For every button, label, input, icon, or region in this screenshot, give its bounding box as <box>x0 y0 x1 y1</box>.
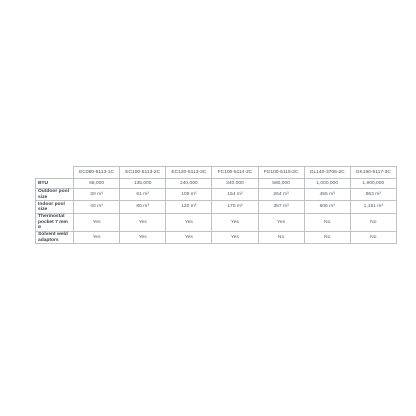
table-cell: Yes <box>212 214 258 232</box>
table-cell: No <box>258 232 304 244</box>
table-cell: Yes <box>120 214 166 232</box>
table-row-outdoor-pool-size <box>36 189 397 201</box>
table-cell: No <box>304 214 350 232</box>
spec-table <box>35 166 397 244</box>
table-cell: Yes <box>120 232 166 244</box>
table-cell: Yes <box>166 232 212 244</box>
row-label: Indoor pool size <box>36 201 74 214</box>
table-cell: Yes <box>74 214 120 232</box>
table-cell: 340,000 <box>212 179 258 189</box>
table-cell: Yes <box>212 232 258 244</box>
column-header: FG100-5115-2C <box>258 167 304 179</box>
header-corner <box>36 167 74 179</box>
table-cell: 1,000,000 <box>304 179 350 189</box>
table-row-thermostat-pocket <box>36 214 397 232</box>
table-cell: 1,900,000 <box>350 179 396 189</box>
table-cell: 1,151 m³ <box>350 201 396 214</box>
spec-table-body <box>36 179 397 244</box>
table-cell: No <box>350 214 396 232</box>
table-cell: 606 m³ <box>304 201 350 214</box>
table-cell: 455 m³ <box>304 189 350 201</box>
table-cell: 61 m³ <box>120 189 166 201</box>
table-cell: 240,000 <box>166 179 212 189</box>
column-header: EC100-5113-2C <box>120 167 166 179</box>
row-label: Thermostat pocket 7 mm ø <box>36 214 74 232</box>
table-cell: Yes <box>74 232 120 244</box>
column-header: GL140-3706-2C <box>304 167 350 179</box>
table-cell: 30 m³ <box>74 189 120 201</box>
column-header: EC120-5113-3C <box>166 167 212 179</box>
header-row <box>36 167 397 179</box>
row-label: BTU <box>36 179 74 189</box>
table-cell: No <box>304 232 350 244</box>
row-label: Solvent weld adaptors <box>36 232 74 244</box>
table-cell: 580,000 <box>258 179 304 189</box>
table-cell: 154 m³ <box>212 189 258 201</box>
table-cell: Yes <box>258 214 304 232</box>
table-cell: 264 m³ <box>258 189 304 201</box>
table-cell: 120 m³ <box>166 201 212 214</box>
table-cell: 170 m³ <box>212 201 258 214</box>
table-cell: 135,000 <box>120 179 166 189</box>
column-header: FC100-5114-2C <box>212 167 258 179</box>
row-label: Outdoor pool size <box>36 189 74 201</box>
table-cell: No <box>350 232 396 244</box>
table-cell: 40 m³ <box>74 201 120 214</box>
spec-table-header <box>36 167 397 179</box>
table-cell: 109 m³ <box>166 189 212 201</box>
column-header: GK190-5117-3C <box>350 167 396 179</box>
spec-table-container <box>35 166 396 244</box>
table-cell: 357 m³ <box>258 201 304 214</box>
table-cell: 80 m³ <box>120 201 166 214</box>
table-cell: Yes <box>166 214 212 232</box>
table-row-btu <box>36 179 397 189</box>
table-row-indoor-pool-size <box>36 201 397 214</box>
table-cell: 68,000 <box>74 179 120 189</box>
table-row-solvent-weld-adaptors <box>36 232 397 244</box>
table-cell: 863 m³ <box>350 189 396 201</box>
column-header: EC080-5113-1C <box>74 167 120 179</box>
